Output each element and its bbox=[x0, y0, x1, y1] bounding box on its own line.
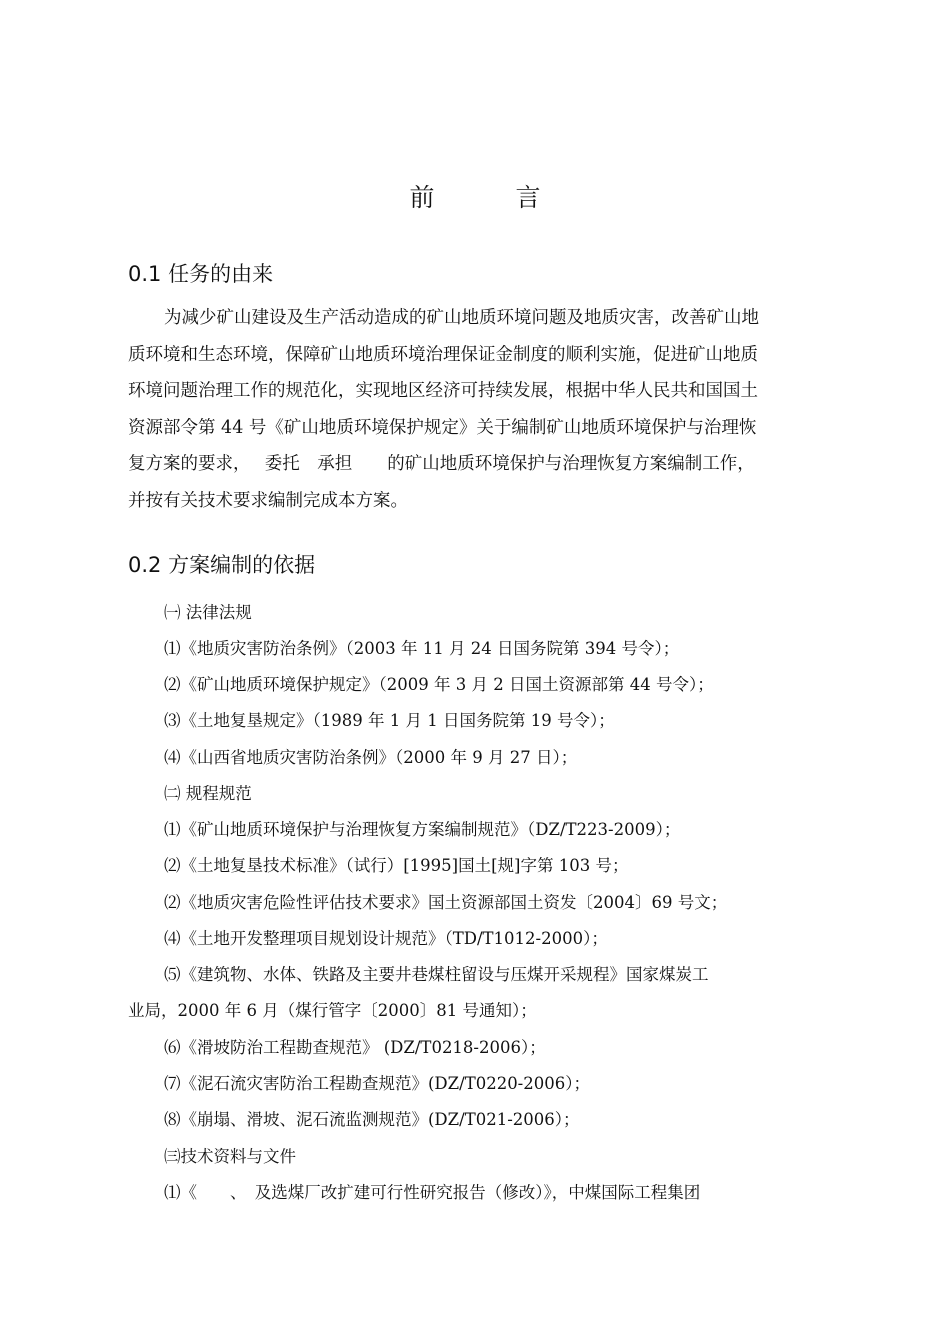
list-item: ⑹《滑坡防治工程勘查规范》 (DZ/T0218-2006）； bbox=[164, 1038, 546, 1057]
section-heading-task-origin: 0.1 任务的由来 bbox=[128, 262, 274, 286]
list-item: ⑵《土地复垦技术标准》（试行）[1995]国土[规]字第 103 号； bbox=[164, 856, 629, 875]
list-item: ⑻《崩塌、滑坡、泥石流监测规范》(DZ/T021-2006）； bbox=[164, 1110, 580, 1129]
list-item: ⑴《 、 及选煤厂改扩建可行性研究报告（修改）》，中煤国际工程集团 bbox=[164, 1183, 701, 1202]
list-item: ㈠ 法律法规 bbox=[164, 603, 252, 622]
list-item: ⑴《矿山地质环境保护与治理恢复方案编制规范》（DZ/T223-2009）； bbox=[164, 820, 681, 839]
list-item: ⑷《山西省地质灾害防治条例》（2000 年 9 月 27 日）； bbox=[164, 748, 578, 767]
list-item-continuation: 业局，2000 年 6 月（煤行管字〔2000〕81 号通知）； bbox=[128, 1001, 537, 1020]
list-item: ㈡ 规程规范 bbox=[164, 784, 252, 803]
page-title: 前 言 bbox=[409, 183, 569, 212]
paragraph-line: 为减少矿山建设及生产活动造成的矿山地质环境问题及地质灾害，改善矿山地 bbox=[164, 308, 759, 328]
list-item: ⑵《地质灾害危险性评估技术要求》国土资源部国土资发〔2004〕69 号文； bbox=[164, 893, 728, 912]
list-item: ⑷《土地开发整理项目规划设计规范》（TD/T1012-2000）； bbox=[164, 929, 608, 948]
paragraph-line: 质环境和生态环境，保障矿山地质环境治理保证金制度的顺利实施，促进矿山地质 bbox=[128, 344, 758, 365]
list-item: ⑸《建筑物、水体、铁路及主要井巷煤柱留设与压煤开采规程》国家煤炭工 bbox=[164, 965, 709, 984]
paragraph-line: 复方案的要求， 委托 承担 的矿山地质环境保护与治理恢复方案编制工作， bbox=[128, 454, 755, 474]
section-heading-basis: 0.2 方案编制的依据 bbox=[128, 553, 316, 577]
list-item: ⑺《泥石流灾害防治工程勘查规范》(DZ/T0220-2006）； bbox=[164, 1074, 591, 1093]
section-paragraph-task-origin bbox=[128, 300, 828, 519]
list-item: ⑶《土地复垦规定》（1989 年 1 月 1 日国务院第 19 号令）； bbox=[164, 711, 615, 730]
paragraph-line: 并按有关技术要求编制完成本方案。 bbox=[128, 490, 408, 511]
list-item: ⑵《矿山地质环境保护规定》（2009 年 3 月 2 日国土资源部第 44 号令）； bbox=[164, 675, 714, 694]
paragraph-line: 环境问题治理工作的规范化，实现地区经济可持续发展，根据中华人民共和国国土 bbox=[128, 381, 758, 401]
list-item: ㈢技术资料与文件 bbox=[164, 1147, 296, 1166]
paragraph-line: 资源部令第 44 号《矿山地质环境保护规定》关于编制矿山地质环境保护与治理恢 bbox=[128, 417, 757, 438]
list-item: ⑴《地质灾害防治条例》（2003 年 11 月 24 日国务院第 394 号令）； bbox=[164, 639, 680, 658]
